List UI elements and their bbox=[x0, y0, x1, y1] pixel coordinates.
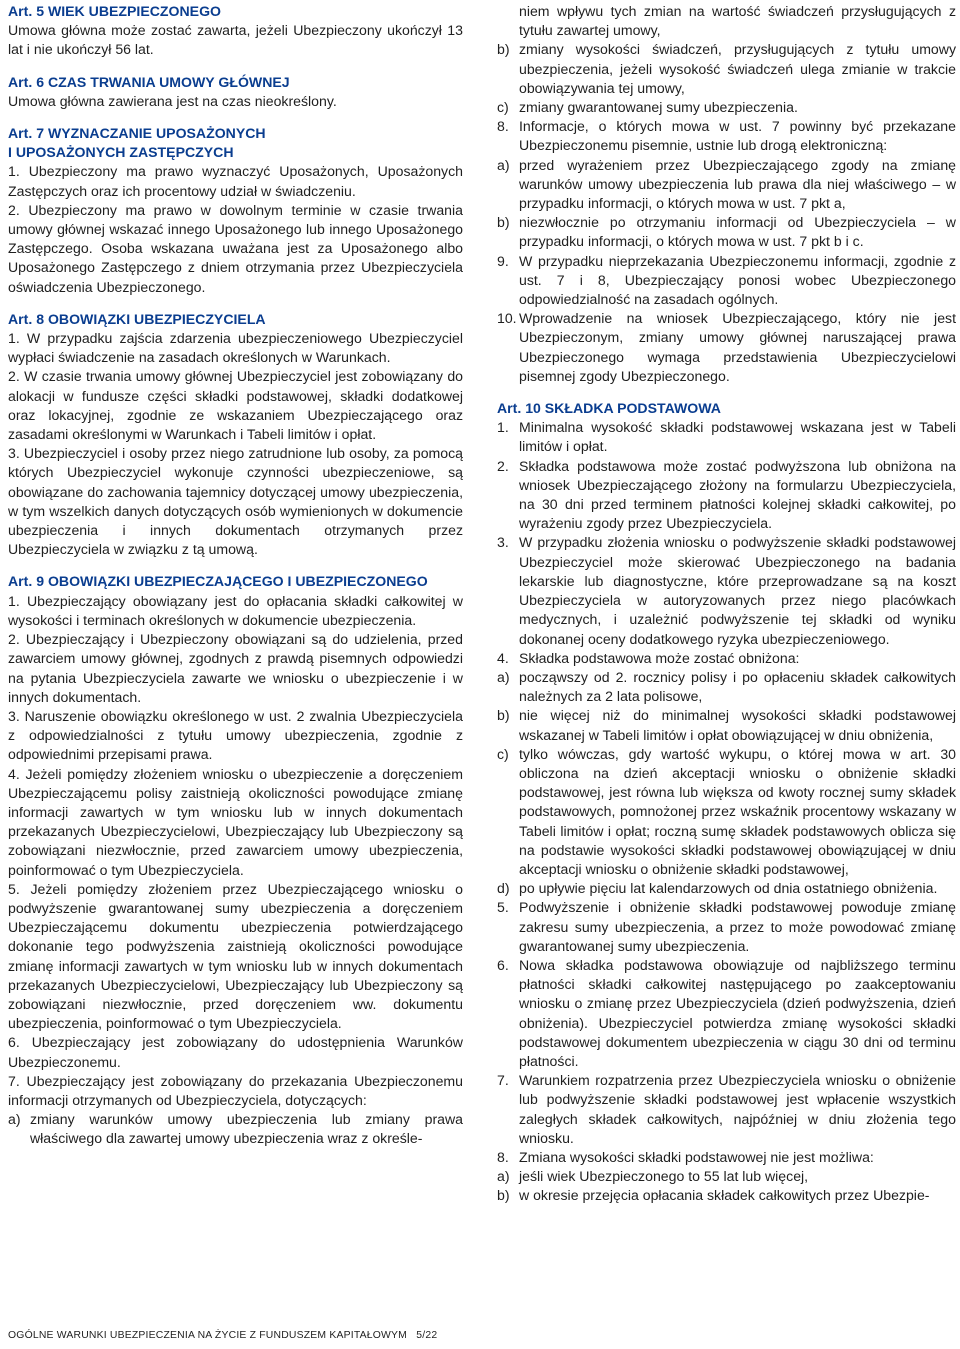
art10-paragraph-4-item-d bbox=[497, 879, 956, 898]
list-label: a) bbox=[497, 156, 510, 173]
art10-paragraph-2 bbox=[497, 457, 956, 534]
list-text: zmiany warunków umowy ubezpieczenia lub zmiany prawa właściwego dla zawartej umowy ubezpieczenia wraz z określe- bbox=[30, 1111, 463, 1147]
right-column bbox=[497, 2, 956, 1206]
art8-paragraph-2: 2. W czasie trwania umowy głównej Ubezpieczyciel jest zobowiązany do alokacji w fundusze części składki podstawowej, składki dodatkowej oraz lokacyjnej, zgodnie ze wskazaniem Ubezpieczającego oraz zasadami określonymi w Warunkach i Tabeli limitów i opłat. bbox=[8, 368, 463, 443]
list-text: Podwyższenie i obniżenie składki podstawowej powoduje zmianę zakresu sumy ubezpieczenia, a przez to może powodować zmianę gwarantowanej sumy ubezpieczenia. bbox=[519, 899, 956, 954]
art5-heading: Art. 5 WIEK UBEZPIECZONEGO bbox=[8, 3, 221, 19]
list-label: 10. bbox=[497, 310, 517, 327]
list-text: niezwłocznie po otrzymaniu informacji od Ubezpieczyciela – w przypadku informacji, o których mowa w ust. 7 pkt b i c. bbox=[519, 214, 956, 250]
art5-text: Umowa główna może zostać zawarta, jeżeli Ubezpieczony ukończył 13 lat i nie ukończył 56 lat. bbox=[8, 22, 463, 58]
art10-paragraph-7 bbox=[497, 1071, 956, 1148]
art10-paragraph-8-item-b bbox=[497, 1186, 956, 1205]
list-text: przed wyrażeniem przez Ubezpieczającego zgody na zmianę warunków umowy ubezpieczenia lub prawa dla niej właściwego – w przypadku informacji, o których mowa w ust. 7 pkt a, bbox=[519, 156, 956, 212]
art9-paragraph-1: 1. Ubezpieczający obowiązany jest do opłacania składki całkowitej w wysokości i terminach określonych w dokumencie ubezpieczenia. bbox=[8, 592, 463, 628]
list-label: a) bbox=[497, 1168, 510, 1185]
list-label: 1. bbox=[497, 419, 509, 436]
list-label: 3. bbox=[497, 534, 509, 551]
art6-heading: Art. 6 CZAS TRWANIA UMOWY GŁÓWNEJ bbox=[8, 73, 290, 90]
list-text: Składka podstawowa może zostać obniżona: bbox=[519, 649, 800, 666]
art9-paragraph-7: 7. Ubezpieczający jest zobowiązany do przekazania Ubezpieczonemu informacji otrzymanych od Ubezpieczyciela, dotyczących: bbox=[8, 1072, 463, 1108]
list-label: a) bbox=[8, 1111, 21, 1128]
art10-heading: Art. 10 SKŁADKA PODSTAWOWA bbox=[497, 400, 721, 417]
art9-heading: Art. 9 OBOWIĄZKI UBEZPIECZAJĄCEGO I UBEZPIECZONEGO bbox=[8, 573, 428, 590]
list-text: W przypadku nieprzekazania Ubezpieczonemu informacji, zgodnie z ust. 7 i 8, Ubezpieczający ponosi wobec Ubezpieczonego odpowiedzialność na zasadach ogólnych. bbox=[519, 252, 956, 308]
art10-paragraph-4-item-a bbox=[497, 668, 956, 706]
paragraph-8-item-a bbox=[497, 156, 956, 214]
list-text: Minimalna wysokość składki podstawowej wskazana jest w Tabeli limitów i opłat. bbox=[519, 419, 956, 455]
list-label: b) bbox=[497, 41, 510, 58]
art8-paragraph-1: 1. W przypadku zajścia zdarzenia ubezpieczeniowego Ubezpieczyciel wypłaci świadczenie na zasadach określonych w Warunkach. bbox=[8, 330, 463, 366]
art9-paragraph-5: 5. Jeżeli pomiędzy złożeniem przez Ubezpieczającego wniosku o podwyższenie gwarantowanej sumy ubezpieczenia a doręczeniem Ubezpieczającemu dokumentu ubezpieczenia potwierdzającego dokonanie tego podwyższenia zaistnieją okoliczności powodujące zmianę informacji zawartych w tym wniosku lub w innych dokumentach przekazanych Ubezpieczycielowi, Ubezpieczający lub Ubezpieczony są zobowiązani niezwłocznie, przed doręczeniem ww. dokumentu ubezpieczenia, poinformować o tym Ubezpieczyciela. bbox=[8, 880, 463, 1032]
list-text: Nowa składka podstawowa obowiązuje od najbliższego terminu płatności składki całkowitej następującego po zaakceptowaniu wniosku o zmianę przez Ubezpieczyciela (dzień podwyższenia, dzień obniżenia). Ubezpieczyciel potwierdza zmianę wysokości składki podstawowej dokumentem ubezpieczenia w ciągu 30 dni od terminu płatności. bbox=[519, 956, 956, 1069]
paragraph-8-item-b bbox=[497, 213, 956, 251]
art9-paragraph-3: 3. Naruszenie obowiązku określonego w ust. 2 zwalnia Ubezpieczyciela z odpowiedzialności z tytułu umowy ubezpieczenia, zgodnie z odpowiednimi przepisami prawa. bbox=[8, 707, 463, 763]
art10-paragraph-3 bbox=[497, 533, 956, 648]
list-label: d) bbox=[497, 880, 510, 897]
art9-paragraph-2: 2. Ubezpieczający i Ubezpieczony obowiązani są do udzielenia, przed zawarciem umowy głównej, zgodnych z prawdą pisemnych odpowiedzi na pytania Ubezpieczyciela zawarte we wniosku o ubezpieczenie i w innych dokumentach. bbox=[8, 631, 463, 705]
list-text: tylko wówczas, gdy wartość wykupu, o której mowa w art. 30 obliczona na dzień akceptacji wniosku o obniżenie składki podstawowej, jest równa lub większa od kwoty rocznej sumy składek podstawowych, pomnożonej przez wskaźnik procentowy wskazany w Tabeli limitów i opłat; roczną sumę składek podstawowych oblicza się na podstawie wysokości składki podstawowej obowiązującej w dniu akceptacji wniosku o obniżenie składki podstawowej, bbox=[519, 745, 956, 877]
art10-paragraph-4-item-c bbox=[497, 745, 956, 879]
list-label: b) bbox=[497, 214, 510, 231]
art7-heading-line1: Art. 7 WYZNACZANIE UPOSAŻONYCH bbox=[8, 125, 266, 142]
list-label: 5. bbox=[497, 899, 509, 916]
art10-paragraph-6 bbox=[497, 956, 956, 1071]
list-text: Warunkiem rozpatrzenia przez Ubezpieczyciela wniosku o obniżenie lub podwyższenie składki podstawowej jest wpłacenie wszystkich zaległych składek całkowitych, najpóźniej w dniu złożenia tego wniosku. bbox=[519, 1072, 956, 1146]
list-label: 4. bbox=[497, 649, 509, 666]
art8-heading: Art. 8 OBOWIĄZKI UBEZPIECZYCIELA bbox=[8, 310, 266, 327]
list-label: c) bbox=[497, 99, 509, 116]
list-label: 9. bbox=[497, 252, 509, 269]
art10-paragraph-8-item-a bbox=[497, 1167, 956, 1186]
footer-title: OGÓLNE WARUNKI UBEZPIECZENIA NA ŻYCIE Z FUNDUSZEM KAPITAŁOWYM bbox=[8, 1330, 408, 1341]
list-text: W przypadku złożenia wniosku o podwyższenie składki podstawowej Ubezpieczyciel może skierować Ubezpieczonego na badania lekarskie lub diagnostyczne, które przeprowadzane są na koszt Ubezpieczyciela w autoryzowanych przez niego placówkach medycznych, i uzależnić podwyższenie tej składki od wyniku dokonanej oceny dodatkowego ryzyka ubezpieczeniowego. bbox=[519, 534, 956, 647]
art8-paragraph-3: 3. Ubezpieczyciel i osoby przez niego zatrudnione lub osoby, za pomocą których Ubezpieczyciel wykonuje czynności ubezpieczeniowe, są obowiązane do zachowania tajemnicy dotyczącej umowy ubezpieczenia, w tym wszelkich danych dotyczących osób wymienionych w dokumencie ubezpieczenia i innych dokumentach otrzymanych przez Ubezpieczyciela w związku z tą umową. bbox=[8, 445, 463, 558]
left-column bbox=[8, 2, 463, 1149]
paragraph-10 bbox=[497, 309, 956, 386]
paragraph-9 bbox=[497, 252, 956, 310]
item-b bbox=[497, 40, 956, 98]
list-label: 2. bbox=[497, 457, 509, 474]
list-label: 8. bbox=[497, 1148, 509, 1165]
art7-paragraph-1: 1. Ubezpieczony ma prawo wyznaczyć Uposażonych, Uposażonych Zastępczych oraz ich procentowy udział w świadczeniu. bbox=[8, 163, 463, 199]
list-label: 8. bbox=[497, 118, 509, 135]
list-text: nie więcej niż do minimalnej wysokości składki podstawowej wskazanej w Tabeli limitów i opłat obowiązującej w dniu obniżenia, bbox=[519, 707, 956, 743]
list-label: 6. bbox=[497, 956, 509, 973]
list-text: w okresie przejęcia opłacania składek całkowitych przez Ubezpie- bbox=[519, 1187, 930, 1204]
list-label: a) bbox=[497, 668, 510, 685]
art7-paragraph-2: 2. Ubezpieczony ma prawo w dowolnym terminie w czasie trwania umowy głównej wskazać innego Uposażonego lub innego Uposażonego Zastępczego. Osoba wskazana uważana jest za Uposażonego albo Uposażonego Zastępczego z dniem otrzymania przez Ubezpieczyciela oświadczenia Ubezpieczonego. bbox=[8, 201, 463, 295]
page-footer bbox=[8, 1330, 437, 1341]
art9-item-a bbox=[8, 1110, 463, 1148]
page-number: 5/22 bbox=[416, 1330, 438, 1341]
list-text: Informacje, o których mowa w ust. 7 powinny być przekazane Ubezpieczonemu pisemnie, ustnie lub drogą elektroniczną: bbox=[519, 118, 956, 154]
art9-paragraph-6: 6. Ubezpieczający jest zobowiązany do udostępnienia Warunków Ubezpieczonemu. bbox=[8, 1034, 463, 1070]
list-text: zmiany wysokości świadczeń, przysługujących z tytułu umowy ubezpieczenia, jeżeli wysokość świadczeń ulega zmianie w trakcie obowiązywania tej umowy, bbox=[519, 41, 956, 96]
art10-paragraph-4-item-b bbox=[497, 706, 956, 744]
list-text: po upływie pięciu lat kalendarzowych od dnia ostatniego obniżenia. bbox=[519, 880, 938, 897]
list-label: b) bbox=[497, 1187, 510, 1204]
list-label: c) bbox=[497, 745, 509, 762]
art9-paragraph-4: 4. Jeżeli pomiędzy złożeniem wniosku o ubezpieczenie a doręczeniem Ubezpieczającemu polisy zaistnieją okoliczności powodujące zmianę informacji zawartych w tym wniosku lub w innych dokumentach przekazanych Ubezpieczycielowi, Ubezpieczający lub Ubezpieczony są zobowiązani niezwłocznie, przed zawarciem umowy ubezpieczenia, poinformować o tym Ubezpieczyciela. bbox=[8, 765, 463, 878]
art6-text: Umowa główna zawierana jest na czas nieokreślony. bbox=[8, 92, 337, 109]
list-text: jeśli wiek Ubezpieczonego to 55 lat lub więcej, bbox=[519, 1168, 809, 1185]
list-label: 7. bbox=[497, 1072, 509, 1089]
item-c bbox=[497, 98, 956, 117]
list-label: b) bbox=[497, 707, 510, 724]
list-text: Składka podstawowa może zostać podwyższona lub obniżona na wniosek Ubezpieczającego złożony na formularzu Ubezpieczyciela, na 30 dni przed terminem płatności kolejnej składki całkowitej, po wyrażeniu zgody przez Ubezpieczyciela. bbox=[519, 457, 956, 532]
art7-heading-line2: I UPOSAŻONYCH ZASTĘPCZYCH bbox=[8, 144, 234, 161]
list-text: Zmiana wysokości składki podstawowej nie jest możliwa: bbox=[519, 1148, 874, 1165]
art10-paragraph-4 bbox=[497, 649, 956, 668]
art10-paragraph-5 bbox=[497, 898, 956, 956]
art10-paragraph-1 bbox=[497, 418, 956, 456]
art10-paragraph-8 bbox=[497, 1148, 956, 1167]
paragraph-8 bbox=[497, 117, 956, 155]
continued-text: niem wpływu tych zmian na wartość świadczeń przysługujących z tytułu zawartej umowy, bbox=[519, 3, 956, 39]
list-text: począwszy od 2. rocznicy polisy i po opłaceniu składek całkowitych należnych za 2 lata polisowe, bbox=[519, 668, 956, 705]
list-text: Wprowadzenie na wniosek Ubezpieczającego, który nie jest Ubezpieczonym, zmiany umowy głównej naruszającej prawa Ubezpieczonego wymaga przedstawienia Ubezpieczycielowi pisemnej zgody Ubezpieczonego. bbox=[519, 310, 956, 384]
list-text: zmiany gwarantowanej sumy ubezpieczenia. bbox=[519, 99, 798, 116]
